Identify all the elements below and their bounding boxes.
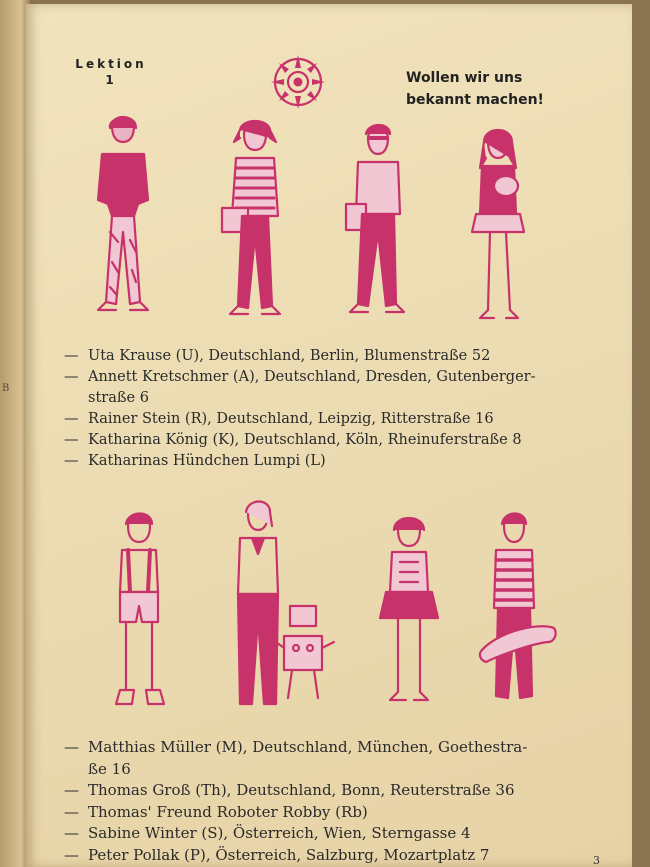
illustration-peter [478, 510, 558, 710]
list-item: — Matthias Müller (M), Deutschland, München, Goethestra- ße 16 [64, 738, 528, 778]
lesson-title-line2: bekannt machen! [406, 92, 544, 108]
illustration-rainer [342, 122, 414, 324]
list-item: — Thomas Groß (Th), Deutschland, Bonn, Reuterstraße 36 [64, 781, 515, 799]
illustration-katharina [466, 128, 530, 328]
list-item: — Annett Kretschmer (A), Deutschland, Dresden, Gutenberger- straße 6 [64, 369, 536, 406]
illustration-uta [88, 112, 158, 322]
lesson-title-line1: Wollen wir uns [406, 70, 523, 86]
list-item: — Peter Pollak (P), Österreich, Salzburg, Mozartplatz 7 [64, 845, 490, 864]
illustration-sabine [376, 514, 442, 714]
lesson-number: 1 [105, 73, 117, 87]
list-item: — Sabine Winter (S), Österreich, Wien, Sterngasse 4 [64, 824, 471, 842]
illustration-thomas-and-robby [226, 498, 336, 713]
left-page-letter: B [2, 383, 10, 394]
illustration-annett [216, 116, 298, 321]
list-item: — Rainer Stein (R), Deutschland, Leipzig, Ritterstraße 16 [64, 411, 494, 427]
character-list-bottom [64, 737, 584, 866]
compass-rose-emblem-icon [270, 54, 326, 110]
list-item: — Thomas' Freund Roboter Robby (Rb) [64, 802, 368, 821]
lesson-word: Lektion [75, 57, 147, 71]
book-page [26, 4, 632, 867]
list-item: — Katharinas Hündchen Lumpi (L) [64, 453, 326, 469]
lesson-label [74, 56, 148, 88]
list-item: — Katharina König (K), Deutschland, Köln, Rheinuferstraße 8 [64, 432, 522, 448]
lesson-title [406, 67, 566, 111]
page-number: 3 [593, 854, 600, 867]
character-list-top [64, 346, 584, 472]
illustration-matthias [108, 510, 172, 715]
list-item: — Uta Krause (U), Deutschland, Berlin, Blumenstraße 52 [64, 348, 491, 364]
